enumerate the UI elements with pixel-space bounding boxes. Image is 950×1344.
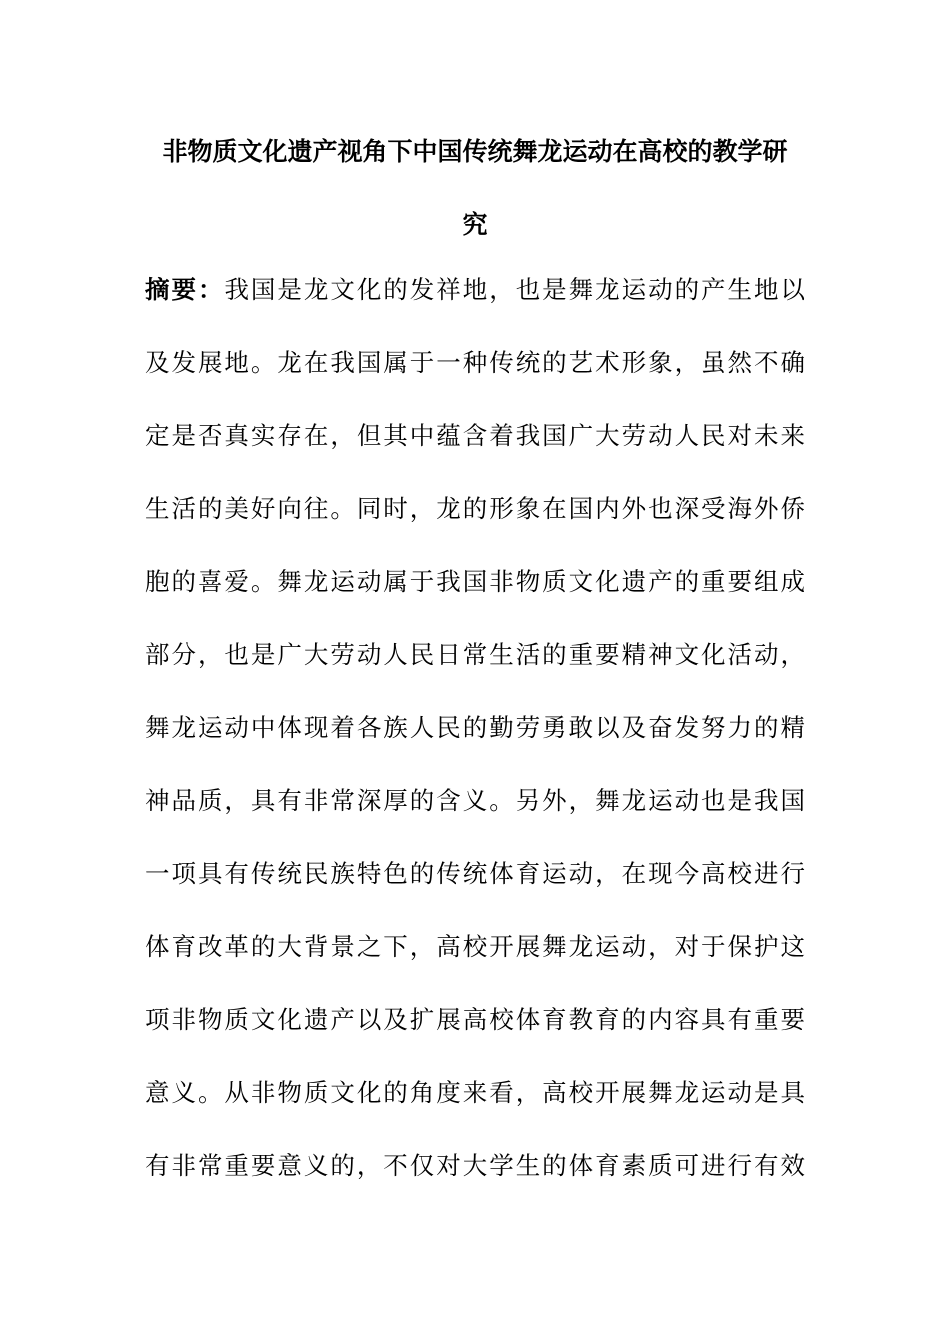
abstract-line-7: 舞龙运动中体现着各族人民的勤劳勇敢以及奋发努力的精: [145, 713, 805, 742]
abstract-line-11: 项非物质文化遗产以及扩展高校体育教育的内容具有重要: [145, 1005, 805, 1034]
abstract-text: 我国是龙文化的发祥地，也是舞龙运动的产生地以: [224, 275, 805, 304]
abstract-line-12: 意义。从非物质文化的角度来看，高校开展舞龙运动是具: [145, 1078, 805, 1107]
abstract-line-4: 生活的美好向往。同时，龙的形象在国内外也深受海外侨: [145, 494, 805, 523]
abstract-line-1: [145, 272, 805, 308]
document-title-line-2: 究: [462, 210, 488, 239]
abstract-line-2: 及发展地。龙在我国属于一种传统的艺术形象，虽然不确: [145, 348, 805, 377]
abstract-line-10: 体育改革的大背景之下，高校开展舞龙运动，对于保护这: [145, 932, 805, 961]
abstract-line-6: 部分，也是广大劳动人民日常生活的重要精神文化活动，: [145, 640, 805, 669]
abstract-line-3: 定是否真实存在，但其中蕴含着我国广大劳动人民对未来: [145, 421, 805, 450]
abstract-label: 摘要：: [145, 275, 225, 304]
document-title-line-1: 非物质文化遗产视角下中国传统舞龙运动在高校的教学研: [162, 137, 788, 166]
abstract-line-9: 一项具有传统民族特色的传统体育运动，在现今高校进行: [145, 859, 805, 888]
abstract-line-13: 有非常重要意义的，不仅对大学生的体育素质可进行有效: [145, 1151, 805, 1180]
abstract-line-5: 胞的喜爱。舞龙运动属于我国非物质文化遗产的重要组成: [145, 567, 805, 596]
abstract-line-8: 神品质，具有非常深厚的含义。另外，舞龙运动也是我国: [145, 786, 805, 815]
